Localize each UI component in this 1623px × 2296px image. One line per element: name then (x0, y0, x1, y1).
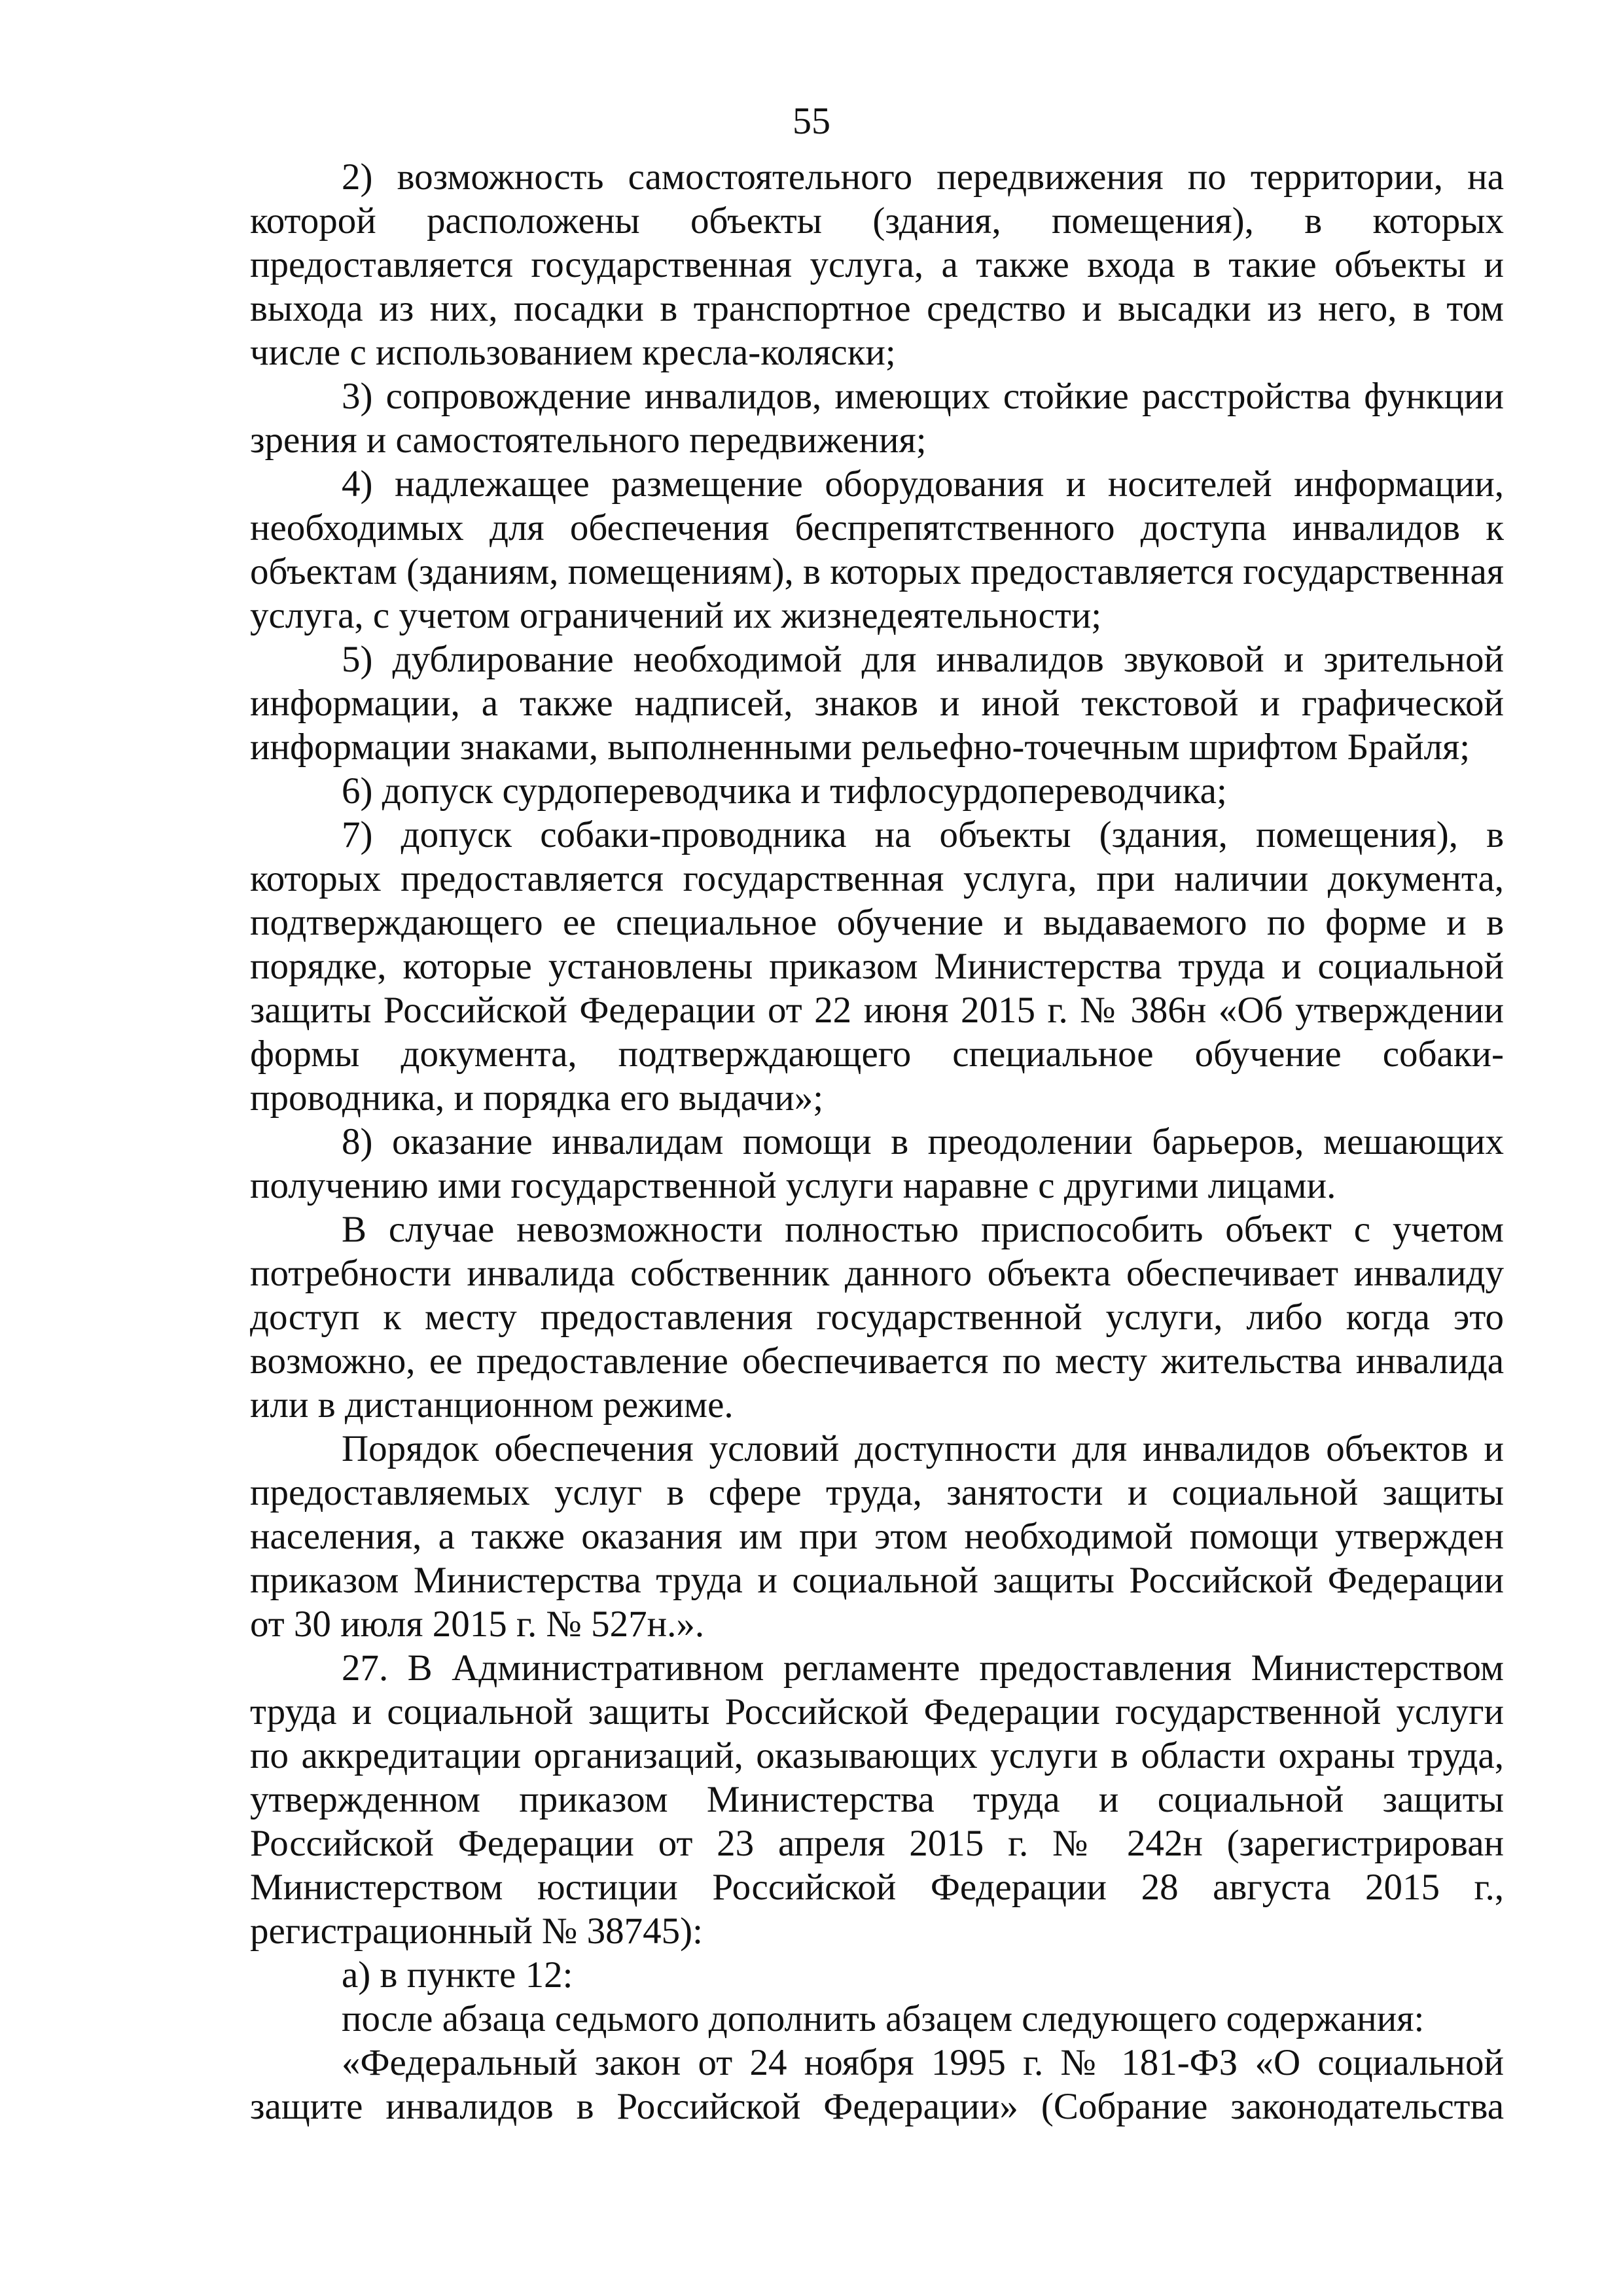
paragraph-item-3: 3) сопровождение инвалидов, имеющих стойкие расстройства функции зрения и самостоятельного передвижения; (250, 376, 1504, 461)
document-body (250, 155, 1504, 2128)
paragraph-item-5: 5) дублирование необходимой для инвалидов звуковой и зрительной информации, а также надписей, знаков и иной текстовой и графической информации знаками, выполненными рельефно-точечным шрифтом Брайля; (250, 639, 1504, 768)
paragraph-item-6: 6) допуск сурдопереводчика и тифлосурдопереводчика; (342, 770, 1227, 812)
page-number: 55 (793, 99, 830, 142)
paragraph-accessibility-order: Порядок обеспечения условий доступности для инвалидов объектов и предоставляемых услуг в сфере труда, занятости и социальной защиты населения, а также оказания им при этом необходимой помощи утвержден приказом Министерства труда и социальной защиты Российской Федерации от 30 июля 2015 г. № 527н.». (250, 1428, 1504, 1645)
paragraph-after-seventh: после абзаца седьмого дополнить абзацем следующего содержания: (342, 1998, 1425, 2039)
paragraph-item-7: 7) допуск собаки-проводника на объекты (здания, помещения), в которых предоставляется государственная услуга, при наличии документа, подтверждающего ее специальное обучение и выдаваемого по форме и в порядке, которые установлены приказом Министерства труда и социальной защиты Российской Федерации от 22 июня 2015 г. № 386н «Об утверждении формы документа, подтверждающего специальное обучение собаки-проводника, и порядка его выдачи»; (250, 814, 1504, 1119)
paragraph-item-2: 2) возможность самостоятельного передвижения по территории, на которой расположены объекты (здания, помещения), в которых предоставляется государственная услуга, а также входа в такие объекты и выхода из них, посадки в транспортное средство и высадки из него, в том числе с использованием кресла-коляски; (250, 156, 1504, 373)
paragraph-impossibility: В случае невозможности полностью приспособить объект с учетом потребности инвалида собственник данного объекта обеспечивает инвалиду доступ к месту предоставления государственной услуги, либо когда это возможно, ее предоставление обеспечивается по месту жительства инвалида или в дистанционном режиме. (250, 1209, 1504, 1426)
paragraph-item-4: 4) надлежащее размещение оборудования и носителей информации, необходимых для обеспечения беспрепятственного доступа инвалидов к объектам (зданиям, помещениям), в которых предоставляется государственная услуга, с учетом ограничений их жизнедеятельности; (250, 463, 1504, 636)
paragraph-item-8: 8) оказание инвалидам помощи в преодолении барьеров, мешающих получению ими государственной услуги наравне с другими лицами. (250, 1121, 1504, 1206)
paragraph-subpoint-a: а) в пункте 12: (342, 1954, 573, 1996)
paragraph-point-27: 27. В Административном регламенте предоставления Министерством труда и социальной защиты Российской Федерации государственной услуги по аккредитации организаций, оказывающих услуги в области охраны труда, утвержденном приказом Министерства труда и социальной защиты Российской Федерации от 23 апреля 2015 г. № 242н (зарегистрирован Министерством юстиции Российской Федерации 28 августа 2015 г., регистрационный № 38745): (250, 1647, 1504, 1952)
paragraph-federal-law: «Федеральный закон от 24 ноября 1995 г. № 181-ФЗ «О социальной защите инвалидов в Российской Федерации» (Собрание законодательства (250, 2042, 1504, 2127)
